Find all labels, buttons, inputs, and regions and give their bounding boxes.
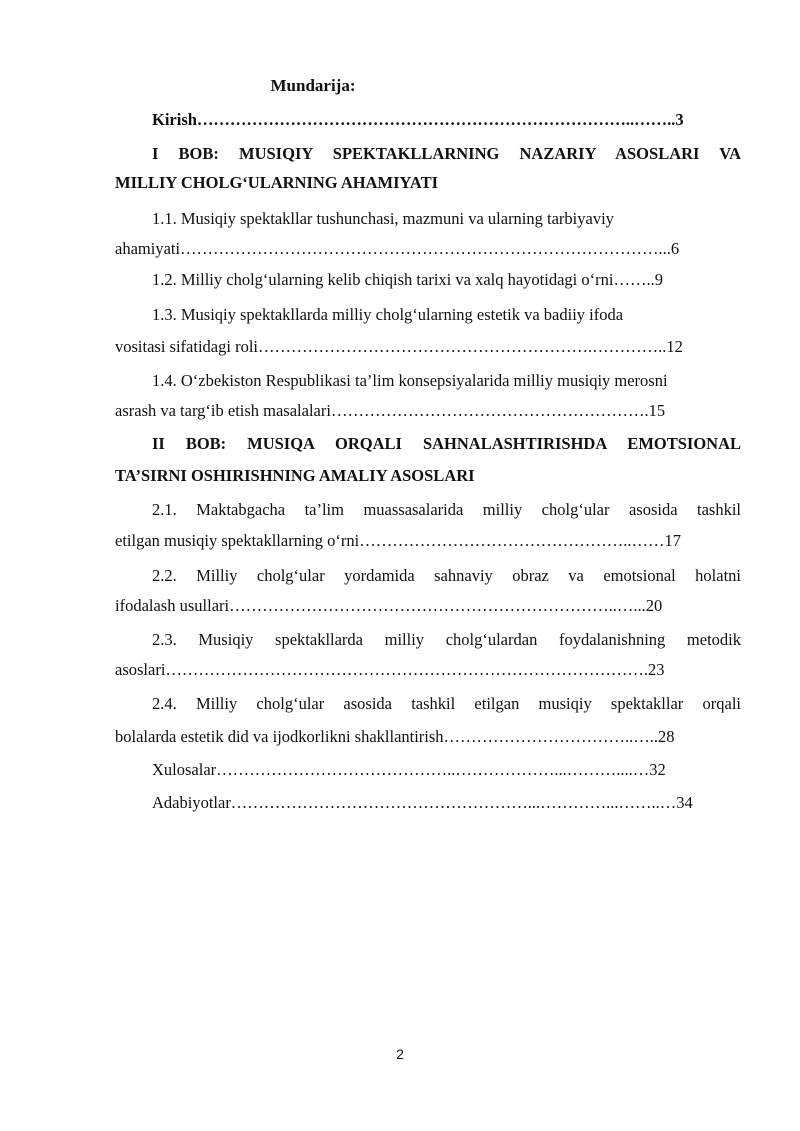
toc-section-1-2[interactable]: 1.2. Milliy cholg‘ularning kelib chiqish tarixi va xalq hayotidagi o‘rni……..9 [152,270,663,289]
toc-section-1-3-line-1[interactable]: 1.3. Musiqiy spektakllarda milliy cholg‘ularning estetik va badiiy ifoda [152,305,624,324]
page-number: 2 [396,1046,404,1062]
toc-section-2-2-line-1[interactable]: 2.2. Milliy cholg‘ular yordamida sahnaviy obraz va emotsional holatni [152,566,741,585]
toc-chapter-2-line-2[interactable]: TA’SIRNI OSHIRISHNING AMALIY ASOSLARI [115,466,475,485]
toc-section-2-3-line-2[interactable]: asoslari…………………………………………………………………………….23 [115,660,665,679]
toc-section-1-1-line-1[interactable]: 1.1. Musiqiy spektakllar tushunchasi, mazmuni va ularning tarbiyaviy [152,209,614,228]
toc-entry-adabiyotlar[interactable]: Adabiyotlar………………………………………………...…………...……..…34 [152,793,693,812]
toc-chapter-2-line-1[interactable]: II BOB: MUSIQA ORQALI SAHNALASHTIRISHDA EMOTSIONAL [152,434,741,453]
toc-section-2-3-line-1[interactable]: 2.3. Musiqiy spektakllarda milliy cholg‘ulardan foydalanishning metodik [152,630,741,649]
toc-entry-xulosalar[interactable]: Xulosalar……………………………………..………………...………....…32 [152,760,666,779]
toc-section-1-3-line-2[interactable]: vositasi sifatidagi roli…………………………………………………….…………..12 [115,337,683,356]
toc-section-2-1-line-2[interactable]: etilgan musiqiy spektakllarning o‘rni…………………………………………..……17 [115,531,681,550]
toc-entry-kirish[interactable]: Kirish……………………………………………………………………..……..3 [152,110,684,129]
toc-section-2-2-line-2[interactable]: ifodalash usullari……………………………………………………………..…...20 [115,596,663,615]
toc-section-1-4-line-2[interactable]: asrash va targ‘ib etish masalalari………………………………………………….15 [115,401,666,420]
toc-section-2-1-line-1[interactable]: 2.1. Maktabgacha ta’lim muassasalarida milliy cholg‘ular asosida tashkil [152,500,741,519]
toc-title: Mundarija: [270,76,356,95]
toc-section-1-4-line-1[interactable]: 1.4. O‘zbekiston Respublikasi ta’lim konsepsiyalarida milliy musiqiy merosni [152,371,668,390]
toc-section-1-1-line-2[interactable]: ahamiyati……………………………………………………………………………...6 [115,239,680,258]
toc-section-2-4-line-2[interactable]: bolalarda estetik did va ijodkorlikni shakllantirish……………………………..…..28 [115,727,675,746]
toc-chapter-1-line-2[interactable]: MILLIY CHOLG‘ULARNING AHAMIYATI [115,173,439,192]
toc-chapter-1-line-1[interactable]: I BOB: MUSIQIY SPEKTAKLLARNING NAZARIY ASOSLARI VA [152,144,741,163]
toc-section-2-4-line-1[interactable]: 2.4. Milliy cholg‘ular asosida tashkil etilgan musiqiy spektakllar orqali [152,694,741,713]
